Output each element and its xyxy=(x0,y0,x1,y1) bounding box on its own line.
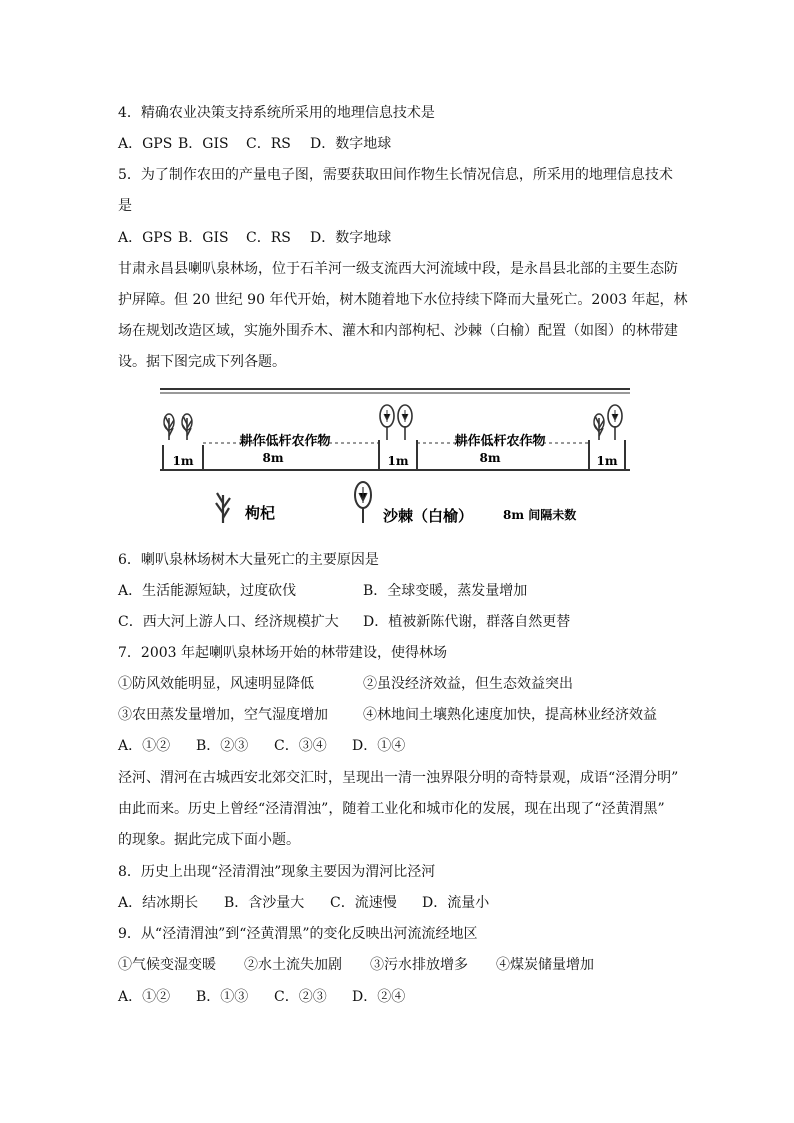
distance-label: 1m xyxy=(387,454,409,468)
q8-stem: 8．历史上出现“泾清渭浊”现象主要因为渭河比泾河 xyxy=(118,864,436,880)
legend-shaji-icon xyxy=(355,482,371,523)
passage1-line: 场在规划改造区域，实施外围乔木、灌木和内部枸杞、沙棘（白榆）配置（如图）的林带建 xyxy=(118,323,678,339)
legend-shaji-label: 沙棘（白榆） xyxy=(383,507,474,525)
shaji-tree-icon xyxy=(608,405,622,440)
q9-statement-1: ①气候变湿变暖 xyxy=(118,957,216,973)
distance-label: 8m xyxy=(262,451,284,465)
q5-option-b: B．GIS xyxy=(178,230,229,246)
passage2-line: 由此而来。历史上曾经“泾清渭浊”，随着工业化和城市化的发展，现在出现了“泾黄渭黑” xyxy=(118,801,665,817)
passage1-line: 设。据下图完成下列各题。 xyxy=(118,354,286,370)
q7-statements-row2 xyxy=(118,705,657,725)
legend-note: 8m 间隔未数 xyxy=(503,508,577,522)
q9-options xyxy=(118,987,405,1007)
q5-stem-line2: 是 xyxy=(118,198,132,214)
passage1-line: 护屏障。但 20 世纪 90 年代开始，树木随着地下水位持续下降而大量死亡。2003 年起，林 xyxy=(118,292,688,308)
q5-option-a: A．GPS xyxy=(118,230,173,246)
q7-option-a: A．①② xyxy=(118,738,171,754)
q9-statements xyxy=(118,955,594,975)
shaji-tree-icon xyxy=(398,405,412,440)
q5-stem-line1: 5．为了制作农田的产量电子图，需要获取田间作物生长情况信息，所采用的地理信息技术 xyxy=(118,167,673,183)
shaji-tree-icon xyxy=(380,405,394,440)
q6-options-row2 xyxy=(118,612,570,632)
q6-stem: 6．喇叭泉林场树木大量死亡的主要原因是 xyxy=(118,552,379,568)
q4-option-d: D．数字地球 xyxy=(310,136,392,152)
q6-option-b: B．全球变暖，蒸发量增加 xyxy=(363,583,528,599)
q4-option-a: A．GPS xyxy=(118,136,173,152)
legend-gouqi-icon xyxy=(216,493,230,523)
q8-option-a: A．结冰期长 xyxy=(118,895,199,911)
q7-option-b: B．②③ xyxy=(196,738,249,754)
distance-label: 8m xyxy=(479,451,501,465)
q6-option-d: D．植被新陈代谢，群落自然更替 xyxy=(363,614,571,630)
q9-option-b: B．①③ xyxy=(196,989,249,1005)
legend-gouqi-label: 枸杞 xyxy=(245,504,276,522)
q9-option-a: A．①② xyxy=(118,989,171,1005)
q4-stem: 4．精确农业决策支持系统所采用的地理信息技术是 xyxy=(118,105,435,121)
q7-statement-1: ①防风效能明显，风速明显降低 xyxy=(118,676,314,692)
q7-statement-3: ③农田蒸发量增加，空气湿度增加 xyxy=(118,707,328,723)
q5-option-d: D．数字地球 xyxy=(310,230,392,246)
q8-option-d: D．流量小 xyxy=(422,895,490,911)
q9-statement-4: ④煤炭储量增加 xyxy=(496,957,594,973)
q9-stem: 9．从“泾清渭浊”到“泾黄渭黑”的变化反映出河流流经地区 xyxy=(118,926,478,942)
q4-options xyxy=(118,134,391,154)
crop-label: 耕作低杆农作物 xyxy=(454,434,546,449)
q7-statements-row1 xyxy=(118,674,573,694)
q7-statement-2: ②虽没经济效益，但生态效益突出 xyxy=(363,676,573,692)
q7-options xyxy=(118,736,405,756)
passage1-line: 甘肃永昌县喇叭泉林场，位于石羊河一级支流西大河流域中段，是永昌县北部的主要生态防 xyxy=(118,261,678,277)
q6-options-row1 xyxy=(118,581,527,601)
gouqi-bush-icon xyxy=(164,414,174,440)
crop-label: 耕作低杆农作物 xyxy=(239,434,331,449)
q7-stem: 7．2003 年起喇叭泉林场开始的林带建设，使得林场 xyxy=(118,645,447,661)
q8-options xyxy=(118,893,489,913)
gouqi-bush-icon xyxy=(594,414,604,440)
q8-option-c: C．流速慢 xyxy=(330,895,397,911)
q5-options xyxy=(118,228,391,248)
q4-option-c: C．RS xyxy=(246,136,291,152)
q9-statement-2: ②水土流失加剧 xyxy=(244,957,342,973)
q6-option-c: C．西大河上游人口、经济规模扩大 xyxy=(118,614,339,630)
q9-statement-3: ③污水排放增多 xyxy=(370,957,468,973)
q7-option-d: D．①④ xyxy=(352,738,406,754)
q7-statement-4: ④林地间土壤熟化速度加快，提高林业经济效益 xyxy=(363,707,657,723)
q5-option-c: C．RS xyxy=(246,230,291,246)
q7-option-c: C．③④ xyxy=(274,738,327,754)
q9-option-c: C．②③ xyxy=(274,989,327,1005)
passage2-line: 泾河、渭河在古城西安北郊交汇时，呈现出一清一浊界限分明的奇特景观，成语“泾渭分明” xyxy=(118,770,679,786)
gouqi-bush-icon xyxy=(182,414,192,440)
passage2-line: 的现象。据此完成下面小题。 xyxy=(118,832,300,848)
q6-option-a: A．生活能源短缺，过度砍伐 xyxy=(118,583,297,599)
q8-option-b: B．含沙量大 xyxy=(224,895,305,911)
forest-belt-figure xyxy=(155,385,635,539)
distance-label: 1m xyxy=(172,454,194,468)
q4-option-b: B．GIS xyxy=(178,136,229,152)
q9-option-d: D．②④ xyxy=(352,989,406,1005)
distance-label: 1m xyxy=(596,454,618,468)
